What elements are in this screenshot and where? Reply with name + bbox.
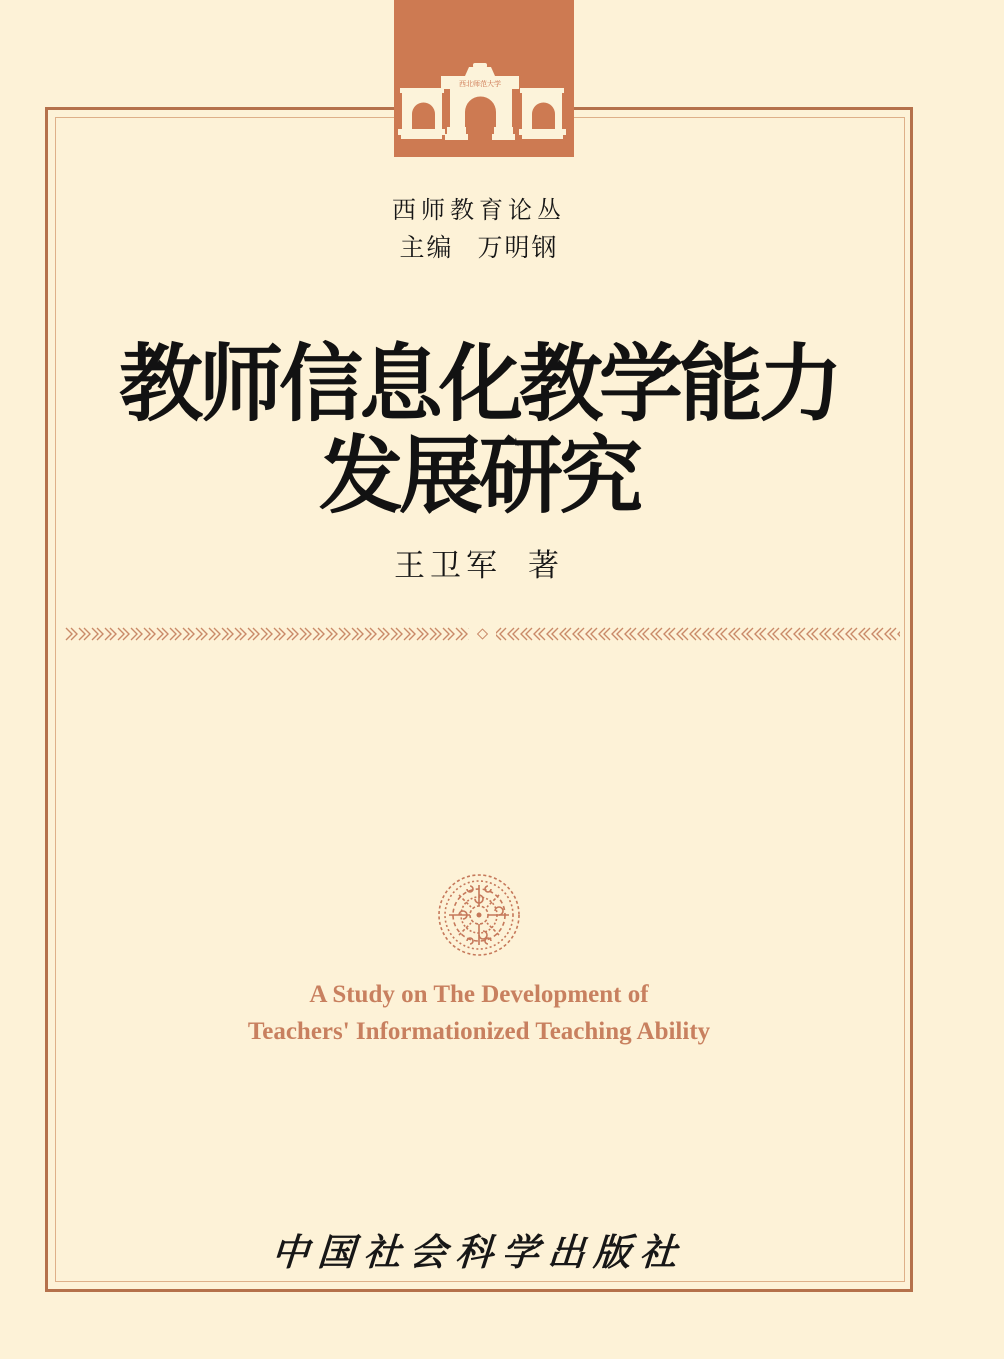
- book-title: [45, 334, 913, 525]
- author-suffix: 著: [528, 548, 564, 584]
- editor-line: [45, 228, 913, 264]
- university-gate-icon: [394, 0, 574, 157]
- series-banner: [394, 0, 574, 157]
- english-title: [45, 976, 913, 1050]
- author-line: [45, 540, 913, 585]
- editor-name: 万明钢: [477, 233, 559, 262]
- cover-content: [45, 0, 913, 1359]
- publisher-calligraphy: 中国社会科学出版社: [270, 1230, 688, 1274]
- english-title-line2: Teachers' Informationized Teaching Ability: [247, 1018, 711, 1045]
- gate-plaque-text: 西北师范大学: [459, 80, 501, 88]
- book-title-line1: 教师信息化教学能力: [118, 334, 839, 433]
- english-title-line1: A Study on The Development of: [309, 981, 649, 1008]
- chevron-divider-icon: [65, 626, 900, 642]
- book-title-line2: 发展研究: [318, 426, 639, 525]
- series-title: 西师教育论丛: [392, 196, 566, 224]
- editor-label: 主编: [399, 233, 454, 262]
- author-name: 王卫军: [394, 548, 502, 584]
- ornament-medallion-icon: [437, 873, 521, 957]
